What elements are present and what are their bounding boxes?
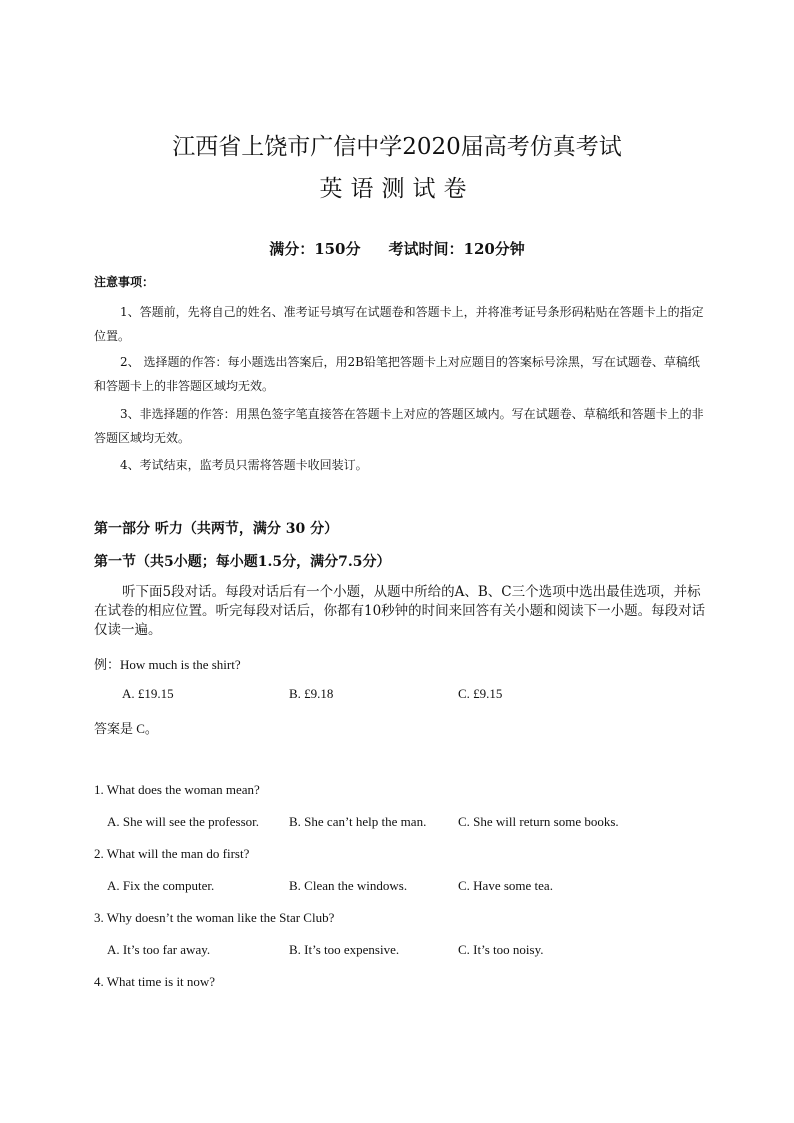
question-3: 3. Why doesn’t the woman like the Star Club? bbox=[94, 910, 335, 925]
exam-subtitle: 英语测试卷 bbox=[319, 176, 475, 202]
example-answer: 答案是 C。 bbox=[94, 721, 158, 736]
example-question: 例：How much is the shirt? bbox=[94, 657, 241, 672]
exam-time: 考试时间：120分钟 bbox=[388, 240, 525, 258]
example-option-b: B. £9.18 bbox=[289, 686, 334, 701]
notice-item: 2、 选择题的作答：每小题选出答案后，用2B铅笔把答题卡上对应题目的答案标号涂黑，写在试题卷、草稿纸和答题卡上的非答题区域均无效。 bbox=[94, 355, 700, 393]
full-score: 满分：150分 bbox=[269, 240, 361, 258]
q2-option-c: C. Have some tea. bbox=[458, 878, 553, 893]
question-2: 2. What will the man do first? bbox=[94, 846, 250, 861]
exam-title: 江西省上饶市广信中学2020届高考仿真考试 bbox=[172, 134, 622, 160]
question-4: 4. What time is it now? bbox=[94, 974, 216, 989]
example-option-a: A. £19.15 bbox=[122, 686, 174, 701]
listening-instructions: 听下面5段对话。每段对话后有一个小题，从题中所给的A、B、C三个选项中选出最佳选项，并标在试卷的相应位置。听完每段对话后，你都有10秒钟的时间来回答有关小题和阅读下一小题。每段对话仅读一遍。 bbox=[94, 584, 706, 638]
section-heading: 第一节（共5小题；每小题1.5分，满分7.5分） bbox=[94, 554, 391, 570]
part-heading: 第一部分 听力（共两节，满分 30 分） bbox=[94, 521, 339, 537]
notice-item: 1、答题前，先将自己的姓名、准考证号填写在试题卷和答题卡上，并将准考证号条形码粘贴在答题卡上的指定位置。 bbox=[94, 305, 704, 343]
q2-option-a: A. Fix the computer. bbox=[107, 878, 215, 893]
notice-item: 4、考试结束，监考员只需将答题卡收回装订。 bbox=[120, 458, 368, 472]
score-line bbox=[0, 238, 794, 259]
example-option-c: C. £9.15 bbox=[458, 686, 503, 701]
q1-option-b: B. She can’t help the man. bbox=[289, 814, 427, 829]
q3-option-c: C. It’s too noisy. bbox=[458, 942, 544, 957]
notice-item: 3、非选择题的作答：用黑色签字笔直接答在答题卡上对应的答题区域内。写在试题卷、草稿纸和答题卡上的非答题区域均无效。 bbox=[94, 407, 704, 445]
q2-option-b: B. Clean the windows. bbox=[289, 878, 408, 893]
q1-option-a: A. She will see the professor. bbox=[107, 814, 260, 829]
q1-option-c: C. She will return some books. bbox=[458, 814, 619, 829]
q3-option-a: A. It’s too far away. bbox=[107, 942, 211, 957]
question-1: 1. What does the woman mean? bbox=[94, 782, 260, 797]
q3-option-b: B. It’s too expensive. bbox=[289, 942, 400, 957]
notice-heading: 注意事项： bbox=[94, 275, 155, 289]
